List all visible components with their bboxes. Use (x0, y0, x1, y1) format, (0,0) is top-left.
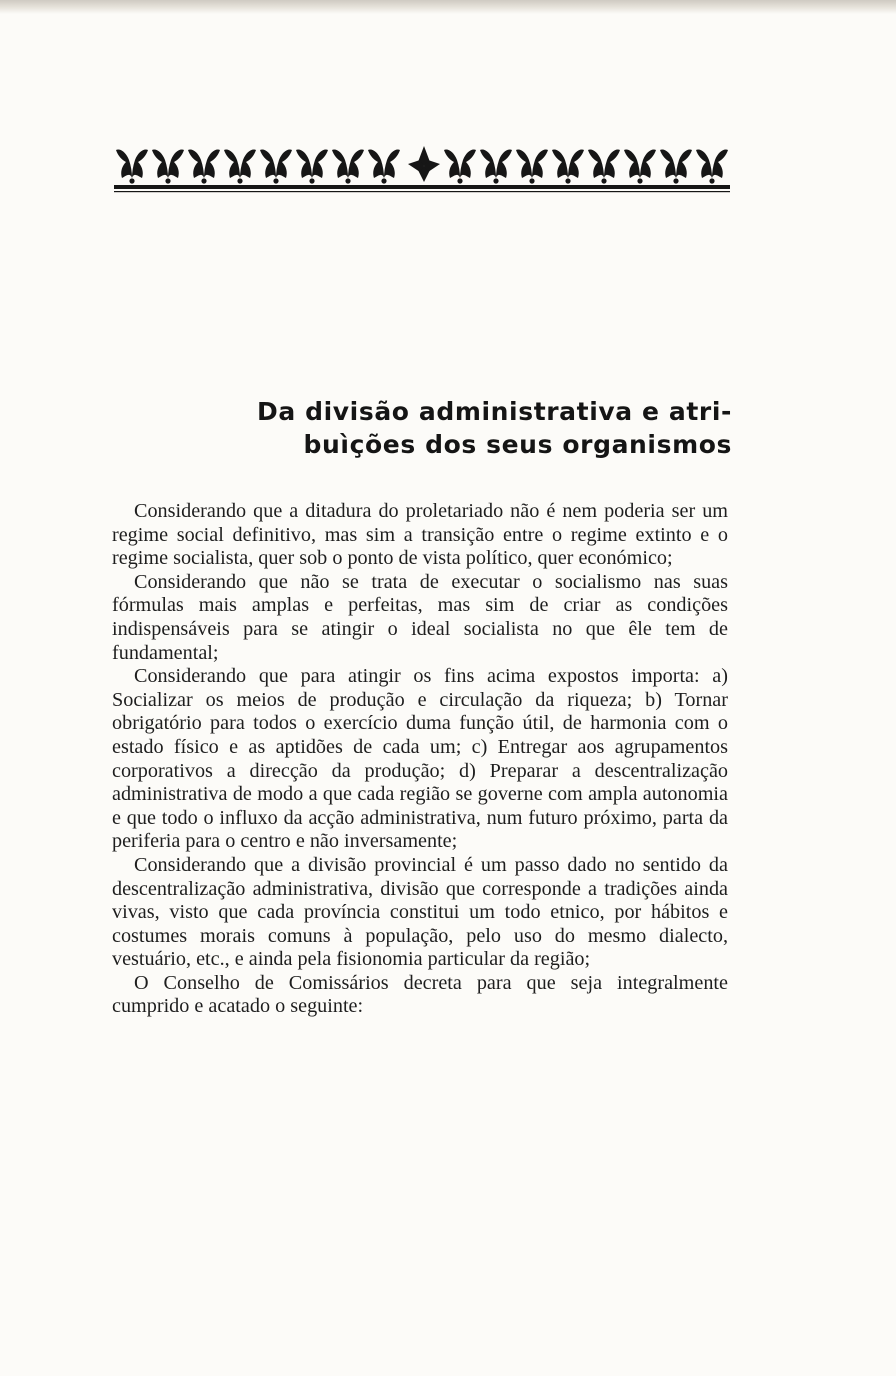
leaf-shape (368, 149, 400, 178)
leaf-motif (516, 149, 548, 183)
leaf-shape (152, 149, 184, 178)
leaf-shape (332, 149, 364, 178)
leaf-shape (444, 149, 476, 178)
leaf-motif (660, 149, 692, 183)
leaf-motif (368, 149, 400, 183)
leaf-dot (673, 178, 678, 183)
leaf-motif (552, 149, 584, 183)
leaf-dot (709, 178, 714, 183)
paragraph-2: Considerando que não se trata de executar o socialismo nas suas fórmulas mais amplas e perfeitas, mas sim de criar as condições indispensáveis para se atingir o ideal socialista no que êle tem de fundamental; (112, 570, 728, 664)
page-edge-shadow (0, 0, 896, 14)
leaf-border-ornament (112, 140, 732, 196)
center-cross-ornament (408, 146, 440, 182)
ornament-rule-thin (114, 191, 730, 192)
leaf-motif (260, 149, 292, 183)
leaf-motif (444, 149, 476, 183)
leaf-motif (224, 149, 256, 183)
leaf-shape (588, 149, 620, 178)
leaf-shape (660, 149, 692, 178)
leaf-dot (165, 178, 170, 183)
leaf-dot (457, 178, 462, 183)
paragraph-4: Considerando que a divisão provincial é um passo dado no sentido da descentralização administrativa, divisão que corresponde a tradições ainda vivas, visto que cada província constitui um todo etnico, por hábitos e costumes morais comuns à população, pelo uso do mesmo dialecto, vestuário, etc., e ainda pela fisionomia particular da região; (112, 853, 728, 971)
leaf-motif (588, 149, 620, 183)
paragraph-3: Considerando que para atingir os fins acima expostos importa: a) Socializar os meios de produção e circulação da riqueza; b) Tornar obrigatório para todos o exercício duma função útil, de harmonia com o estado físico e as aptidões de cada um; c) Entregar aos agrupamentos corporativos a direcção da produção; d) Preparar a descentralização administrativa de modo a que cada região se governe com ampla autonomia e que todo o influxo da acção administrativa, num futuro próximo, parta da periferia para o centro e não inversamente; (112, 665, 728, 853)
leaf-shape (696, 149, 728, 178)
heading-line-2: buìções dos seus organismos (303, 429, 732, 459)
leaf-dot (129, 178, 134, 183)
paragraph-1: Considerando que a ditadura do proletariado não é nem poderia ser um regime social definitivo, mas sim a transição entre o regime extinto e o regime socialista, quer sob o ponto de vista político, quer económico; (112, 500, 728, 570)
leaf-shape (480, 149, 512, 178)
leaf-dot (493, 178, 498, 183)
leaf-dot (273, 178, 278, 183)
ornament-icon (112, 140, 732, 196)
heading-line-1: Da divisão administrativa e atri- (256, 396, 732, 426)
leaf-motif (696, 149, 728, 183)
leaf-shape (224, 149, 256, 178)
leaf-shape (624, 149, 656, 178)
leaf-shape (188, 149, 220, 178)
leaf-motif (188, 149, 220, 183)
body-text (112, 500, 728, 1019)
leaf-shape (260, 149, 292, 178)
leaf-shape (552, 149, 584, 178)
leaf-shape (116, 149, 148, 178)
leaf-dot (529, 178, 534, 183)
leaf-dot (201, 178, 206, 183)
chapter-heading (220, 395, 732, 461)
ornament-rule (114, 185, 730, 189)
leaf-dot (237, 178, 242, 183)
leaf-shape (296, 149, 328, 178)
leaf-dot (345, 178, 350, 183)
paragraph-5: O Conselho de Comissários decreta para que seja integralmente cumprido e acatado o seguinte: (112, 971, 728, 1018)
leaf-dot (565, 178, 570, 183)
leaf-motif (480, 149, 512, 183)
leaf-dot (381, 178, 386, 183)
leaf-dot (309, 178, 314, 183)
leaf-motif (116, 149, 148, 183)
leaf-dot (637, 178, 642, 183)
leaf-dot (601, 178, 606, 183)
leaf-motif (332, 149, 364, 183)
leaf-motif (152, 149, 184, 183)
leaf-motif (296, 149, 328, 183)
leaf-shape (516, 149, 548, 178)
leaf-motif (624, 149, 656, 183)
